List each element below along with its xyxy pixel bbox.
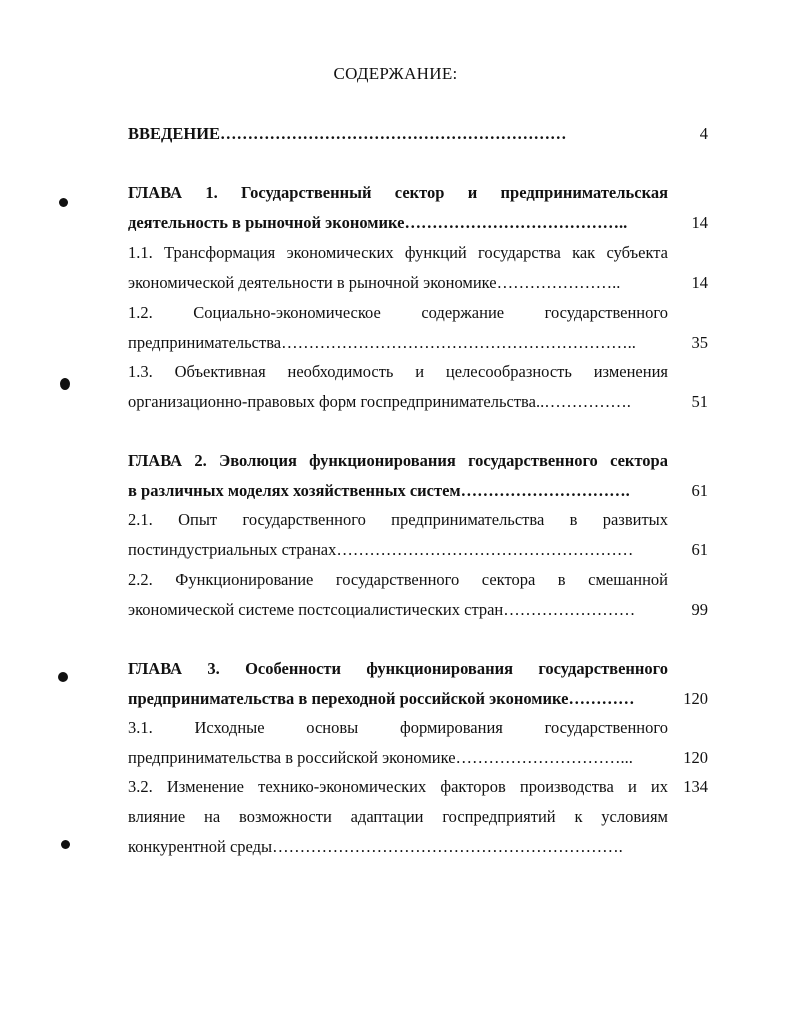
- toc-entry-text: ВВЕДЕНИЕ………………………………………………………: [128, 124, 567, 143]
- toc-entry-text: конкурентной среды……………………………………………………….: [128, 837, 623, 856]
- toc-entry-text: 3.1. Исходные основы формирования государственного: [128, 718, 668, 737]
- toc-page-number: 14: [691, 273, 708, 292]
- toc-page-number: 120: [683, 689, 708, 708]
- toc-page-number: 61: [691, 481, 708, 500]
- toc-entry-text: 2.2. Функционирование государственного сектора в смешанной: [128, 570, 668, 589]
- toc-page-number: 4: [699, 124, 708, 143]
- toc-entry-text: постиндустриальных странах………………………………………………: [128, 540, 634, 559]
- toc-entry-text: ГЛАВА 1. Государственный сектор и предпринимательская: [128, 183, 668, 202]
- toc-page-number: 134: [683, 777, 708, 796]
- toc-entry-section-2-2[interactable]: [128, 565, 668, 625]
- toc-entry-text: 1.1. Трансформация экономических функций государства как субъекта: [128, 243, 668, 262]
- toc-entry-text: организационно-правовых форм госпредпринимательства..…………….: [128, 392, 631, 411]
- toc-entry-text: ГЛАВА 3. Особенности функционирования государственного: [128, 659, 668, 678]
- toc-entry-section-3-2[interactable]: [128, 772, 668, 862]
- toc-entry-chapter-1[interactable]: [128, 178, 668, 238]
- toc-entry-section-2-1[interactable]: [128, 505, 668, 565]
- toc-entry-text: предпринимательства………………………………………………………..: [128, 333, 636, 352]
- toc-entry-text: 1.2. Социально-экономическое содержание государственного: [128, 303, 668, 322]
- toc-entry-chapter-3[interactable]: [128, 654, 668, 714]
- page-title: СОДЕРЖАНИЕ:: [333, 64, 458, 83]
- toc-entry-section-1-3[interactable]: [128, 357, 668, 417]
- toc-page-number: 14: [691, 213, 708, 232]
- toc-page-number: 35: [691, 333, 708, 352]
- toc-entry-section-1-2[interactable]: [128, 298, 668, 358]
- toc-page-number: 120: [683, 748, 708, 767]
- toc-entry-text: экономической деятельности в рыночной экономике…………………..: [128, 273, 621, 292]
- toc-page-number: 99: [691, 600, 708, 619]
- toc-entry-text: предпринимательства в российской экономике…………………………...: [128, 748, 633, 767]
- scan-hole-mark: [58, 672, 68, 682]
- toc-entry-text: деятельность в рыночной экономике…………………………………..: [128, 213, 628, 232]
- toc-entry-text: ГЛАВА 2. Эволюция функционирования государственного сектора: [128, 451, 668, 470]
- toc-entry-introduction[interactable]: [128, 119, 668, 149]
- toc-entry-text: предпринимательства в переходной российской экономике…………: [128, 689, 635, 708]
- toc-entry-section-3-1[interactable]: [128, 713, 668, 773]
- toc-entry-text: 2.1. Опыт государственного предпринимательства в развитых: [128, 510, 668, 529]
- toc-page-number: 61: [691, 540, 708, 559]
- scan-hole-mark: [60, 378, 70, 390]
- toc-entry-text: влияние на возможности адаптации госпредприятий к условиям: [128, 807, 668, 826]
- toc-page-number: 51: [691, 392, 708, 411]
- toc-entry-chapter-2[interactable]: [128, 446, 668, 506]
- toc-entry-text: в различных моделях хозяйственных систем………………………….: [128, 481, 630, 500]
- scan-hole-mark: [59, 198, 68, 207]
- toc-entry-text: экономической системе постсоциалистических стран……………………: [128, 600, 636, 619]
- toc-entry-text: 3.2. Изменение технико-экономических факторов производства и их: [128, 777, 668, 796]
- scan-hole-mark: [61, 840, 70, 849]
- toc-entry-text: 1.3. Объективная необходимость и целесообразность изменения: [128, 362, 668, 381]
- toc-entry-section-1-1[interactable]: [128, 238, 668, 298]
